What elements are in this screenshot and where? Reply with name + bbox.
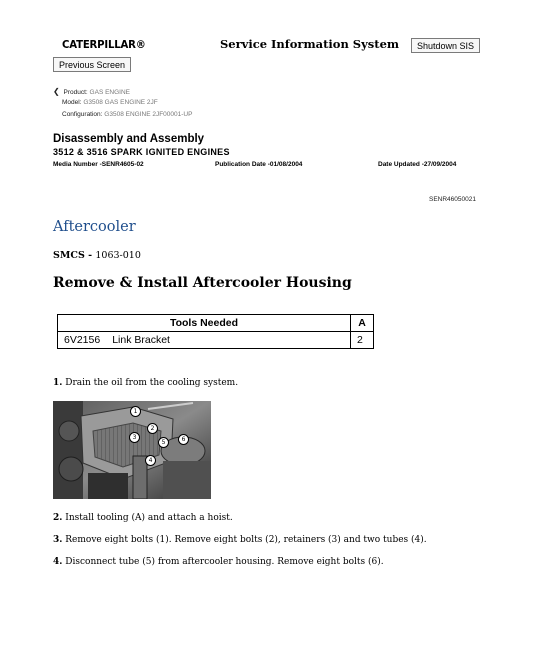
tools-needed-header: Tools Needed xyxy=(58,315,351,332)
step-text: Disconnect tube (5) from aftercooler housing. Remove eight bolts (6). xyxy=(62,557,384,567)
article-heading: Aftercooler xyxy=(53,219,136,235)
callout-6: 6 xyxy=(178,434,189,445)
step-2 xyxy=(53,513,233,523)
column-a-header: A xyxy=(351,315,374,332)
procedure-title: Remove & Install Aftercooler Housing xyxy=(53,275,352,291)
caterpillar-logo: CATERPILLAR® xyxy=(62,38,146,51)
callout-2: 2 xyxy=(147,423,158,434)
model-row xyxy=(62,99,158,106)
shutdown-sis-button[interactable]: Shutdown SIS xyxy=(411,38,480,53)
smcs-label: SMCS - xyxy=(53,250,96,261)
configuration-row xyxy=(62,111,192,118)
model-value: G3508 GAS ENGINE 2JF xyxy=(83,99,158,106)
configuration-label: Configuration: xyxy=(62,111,103,118)
step-number: 1. xyxy=(53,378,63,388)
callout-5: 5 xyxy=(158,437,169,448)
section-title: Disassembly and Assembly xyxy=(53,133,205,145)
part-name-cell: Link Bracket xyxy=(106,332,350,349)
step-text: Remove eight bolts (1). Remove eight bolts (2), retainers (3) and two tubes (4). xyxy=(62,535,427,545)
aftercooler-photo xyxy=(53,401,211,499)
table-header-row xyxy=(58,315,374,332)
step-number: 2. xyxy=(53,513,63,523)
date-updated: Date Updated -27/09/2004 xyxy=(378,161,457,168)
step-number: 3. xyxy=(53,535,63,545)
step-text: Install tooling (A) and attach a hoist. xyxy=(62,513,233,523)
smcs-code xyxy=(53,250,141,261)
tools-table xyxy=(57,314,374,349)
product-label: Product: xyxy=(63,89,88,96)
callout-4: 4 xyxy=(145,455,156,466)
publication-date: Publication Date -01/08/2004 xyxy=(215,161,303,168)
step-number: 4. xyxy=(53,557,63,567)
step-1 xyxy=(53,378,238,388)
engine-title: 3512 & 3516 SPARK IGNITED ENGINES xyxy=(53,147,230,157)
quantity-cell: 2 xyxy=(351,332,374,349)
step-3 xyxy=(53,535,427,545)
callout-1: 1 xyxy=(130,406,141,417)
previous-screen-button[interactable]: Previous Screen xyxy=(53,57,131,72)
media-number: Media Number -SENR4605-02 xyxy=(53,161,144,168)
step-4 xyxy=(53,557,384,567)
table-row xyxy=(58,332,374,349)
callout-3: 3 xyxy=(129,432,140,443)
smcs-value: 1063-010 xyxy=(95,250,141,261)
product-row xyxy=(53,87,130,96)
part-number-cell: 6V2156 xyxy=(58,332,107,349)
model-label: Model: xyxy=(62,99,82,106)
configuration-value: G3508 ENGINE 2JF00001-UP xyxy=(104,111,193,118)
step-text: Drain the oil from the cooling system. xyxy=(62,378,239,388)
document-id: SENR46050021 xyxy=(429,196,476,203)
back-arrow-icon[interactable]: ❮ xyxy=(53,87,60,96)
sis-title: Service Information System xyxy=(220,37,400,51)
product-value: GAS ENGINE xyxy=(89,89,131,96)
